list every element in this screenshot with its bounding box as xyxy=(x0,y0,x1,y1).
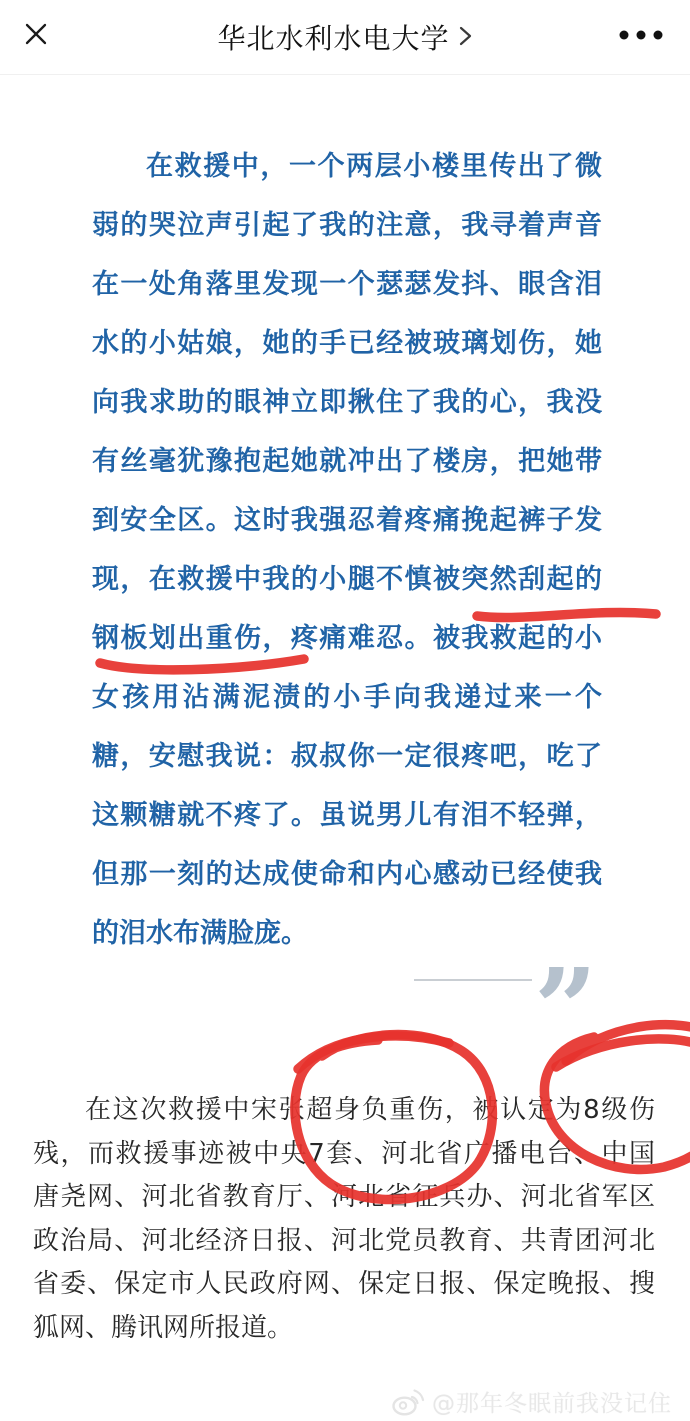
quote-line: 的泪水布满脸庞。 xyxy=(92,918,308,949)
quote-line: 这颗糖就不疼了。虽说男儿有泪不轻弹， xyxy=(92,800,602,831)
page-title: 华北水利水电大学 xyxy=(217,22,450,55)
quote-line: 弱的哭泣声引起了我的注意，我寻着声音 xyxy=(92,210,602,241)
report-line: 在这次救援中宋张超身负重伤，被认定为8级伤 xyxy=(85,1095,655,1125)
quote-line: 有丝毫犹豫抱起她就冲出了楼房，把她带 xyxy=(92,446,602,477)
chevron-right-icon xyxy=(459,23,473,53)
report-line: 残，而救援事迹被中央7套、河北省广播电台、中国 xyxy=(33,1138,655,1169)
quote-line: 现，在救援中我的小腿不慎被突然刮起的 xyxy=(92,564,602,595)
watermark-text: @那年冬眠前我没记住 xyxy=(432,1391,672,1417)
quote-line: 女孩用沾满泥渍的小手向我递过来一个 xyxy=(92,682,602,713)
quote-line: 向我求助的眼神立即揪住了我的心，我没 xyxy=(92,387,602,418)
report-line: 政治局、河北经济日报、河北党员教育、共青团河北 xyxy=(33,1225,655,1256)
attribution-dash-line xyxy=(414,979,532,981)
quote-line: 钢板划出重伤，疼痛难忍。被我救起的小 xyxy=(92,623,602,654)
quote-line: 水的小姑娘，她的手已经被玻璃划伤，她 xyxy=(92,328,602,359)
account-title-link[interactable] xyxy=(0,0,690,74)
report-line: 狐网、腾讯网所报道。 xyxy=(33,1312,294,1343)
watermark xyxy=(392,1385,672,1418)
red-circle-left-extra-stroke xyxy=(298,1036,449,1069)
quote-line: 糖，安慰我说：叔叔你一定很疼吧，吃了 xyxy=(92,741,602,772)
quote-line: 但那一刻的达成使命和内心感动已经使我 xyxy=(92,859,602,890)
quote-line: 在救援中，一个两层小楼里传出了微 xyxy=(146,151,602,182)
quote-paragraph xyxy=(92,137,602,963)
report-line: 唐尧网、河北省教育厅、河北省征兵办、河北省军区 xyxy=(33,1182,655,1212)
weibo-icon xyxy=(392,1387,425,1416)
closing-quote-mark: ” xyxy=(534,944,598,1073)
topbar xyxy=(0,0,690,75)
report-line: 省委、保定市人民政府网、保定日报、保定晚报、搜 xyxy=(33,1269,655,1299)
more-menu-icon[interactable] xyxy=(617,27,667,41)
closing-paragraph xyxy=(33,1089,655,1350)
quote-line: 在一处角落里发现一个瑟瑟发抖、眼含泪 xyxy=(92,269,602,300)
quote-line: 到安全区。这时我强忍着疼痛挽起裤子发 xyxy=(92,505,602,536)
